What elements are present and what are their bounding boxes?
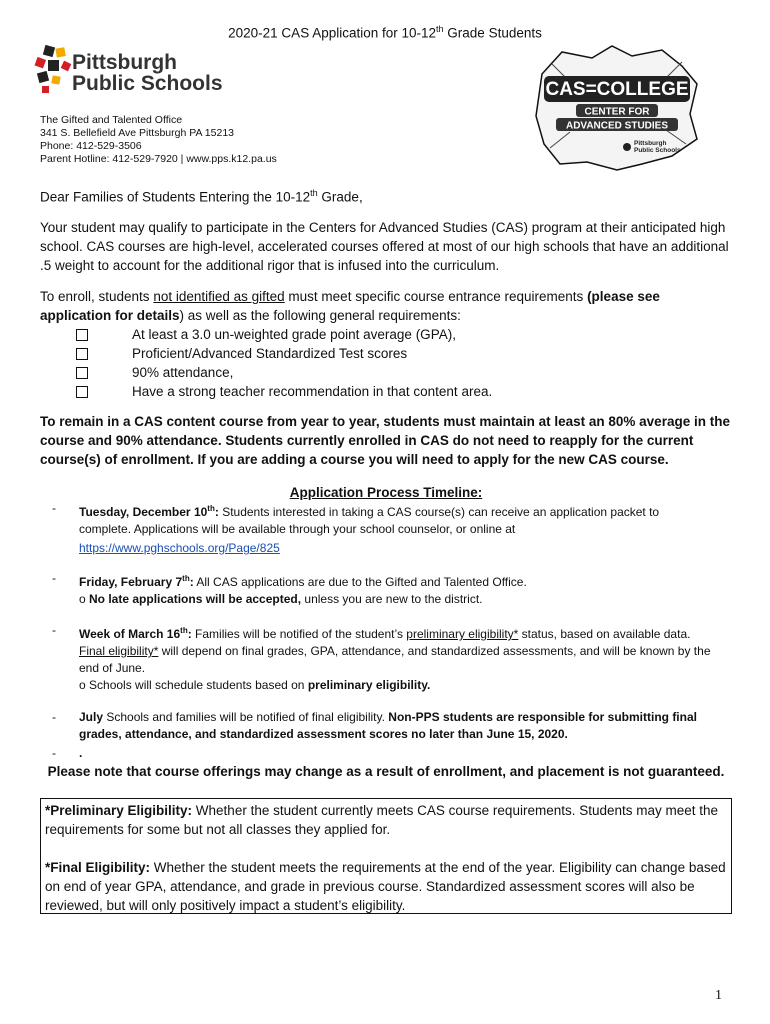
timeline-item-march: - Week of March 16th: Families will be notified of the student’s preliminary eligibility* status, based on available data. Final eligibility* will depend on final grades, GPA, attendance, and standardized assessments, and will be known by the end of June. o Schools will schedule students based on preliminary eligibility.: [52, 623, 711, 692]
checkbox-icon: [76, 386, 88, 398]
badge-line2: CENTER FOR: [584, 106, 650, 118]
timeline-item-empty: - .: [52, 746, 83, 760]
office-address: The Gifted and Talented Office 341 S. Bellefield Ave Pittsburgh PA 15213 Phone: 412-529-3506 Parent Hotline: 412-529-7920 | www.pps.k12.pa.us: [40, 114, 277, 165]
salutation: Dear Families of Students Entering the 10-12th Grade,: [40, 188, 363, 205]
checkbox-icon: [76, 367, 88, 379]
intro-paragraph: Your student may qualify to participate in the Centers for Advanced Studies (CAS) program at their anticipated high school. CAS courses are high-level, accelerated courses offered at most of our high schools that have an additional .5 weight to account for the additional rigor that is infused into the curriculum.: [40, 220, 729, 273]
page-number: 1: [715, 988, 722, 1003]
checkbox-icon: [76, 348, 88, 360]
timeline-item-february: - Friday, February 7th: All CAS applications are due to the Gifted and Talented Office. o No late applications will be accepted, unless you are new to the district.: [52, 571, 527, 606]
timeline-item-july: - July Schools and families will be notified of final eligibility. Non-PPS students are responsible for submitting final grades, attendance, and standardized assessment scores no later than June 15, 2020.: [52, 710, 697, 741]
requirements-list: [40, 325, 732, 401]
badge-title: CAS=COLLEGE: [545, 79, 689, 100]
requirement-item: Proficient/Advanced Standardized Test scores: [40, 344, 732, 363]
badge-footer2: Public Schools: [634, 147, 681, 154]
preliminary-eligibility-definition: *Preliminary Eligibility: Whether the student currently meets CAS course requirements. Students may meet the requirements for some but not all classes they applied for.: [45, 803, 719, 837]
requirement-item: At least a 3.0 un-weighted grade point average (GPA),: [40, 325, 732, 344]
document-title: 2020-21 CAS Application for 10-12th Grade Students: [228, 24, 542, 41]
checkbox-icon: [76, 329, 88, 341]
timeline-item-december: - Tuesday, December 10th: Students interested in taking a CAS course(s) can receive an application packet to complete. Applications will be available through your school counselor, or online at https://www.pghschools.org/Page/825: [52, 501, 660, 555]
requirement-item: 90% attendance,: [40, 363, 732, 382]
eligibility-definitions-box: [40, 798, 732, 914]
timeline-heading: Application Process Timeline:: [289, 485, 483, 500]
enroll-paragraph: To enroll, students not identified as gifted must meet specific course entrance requirements (please see application for details) as well as the following general requirements:: [40, 289, 660, 323]
pps-logo-mark-icon: [34, 44, 74, 96]
badge-line3: ADVANCED STUDIES: [565, 120, 669, 132]
pps-logo-text: Pittsburgh Public Schools: [72, 51, 223, 95]
requirement-item: Have a strong teacher recommendation in that content area.: [40, 382, 732, 401]
final-eligibility-definition: *Final Eligibility: Whether the student meets the requirements at the end of the year. Eligibility can change based on end of year GPA, attendance, and grade in previous course. Standardized assessment scores will also be reviewed, but will only positively impact a student’s eligibility.: [45, 860, 726, 913]
placement-notice: Please note that course offerings may change as a result of enrollment, and placement is not guaranteed.: [47, 764, 725, 779]
application-link[interactable]: https://www.pghschools.org/Page/825: [79, 541, 280, 555]
badge-footer1: Pittsburgh: [634, 140, 667, 147]
remain-paragraph: To remain in a CAS content course from year to year, students must maintain at least an 80% average in the course and 90% attendance. Students currently enrolled in CAS do not need to reapply for the current course(s) of enrollment. If you are adding a course you will need to apply for the new CAS course.: [40, 414, 730, 467]
cas-college-badge: [532, 44, 702, 172]
cas-badge-graphic: [532, 44, 702, 172]
